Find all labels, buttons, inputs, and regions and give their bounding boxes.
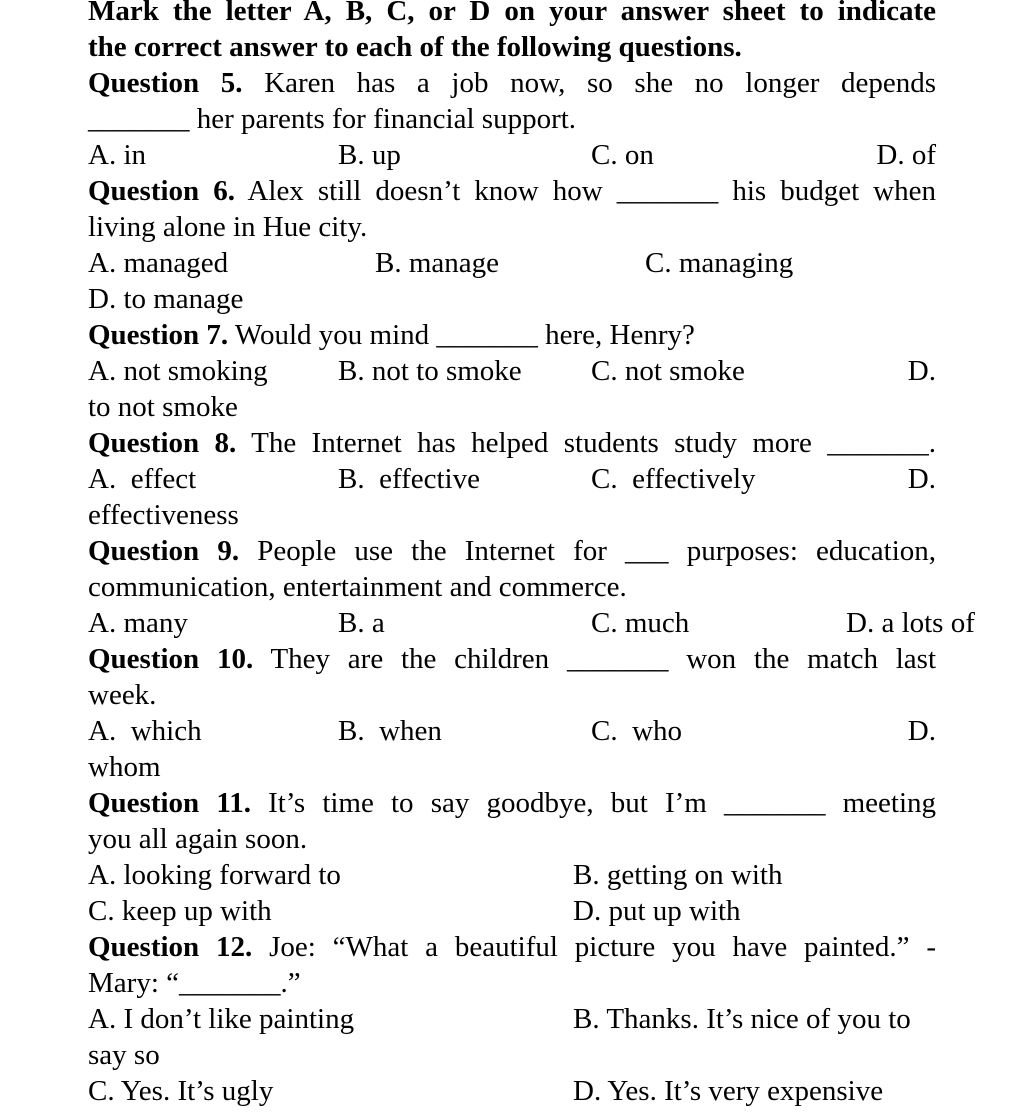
option-cell: A. in [88,139,146,171]
question-block-7 [88,317,936,425]
question-block-9 [88,533,975,641]
question-first-line [88,173,936,209]
question-block-6 [88,173,936,317]
option-cell: C. effectively [591,463,756,495]
question-text: Joe: “What a beautiful picture you have painted.” - [269,931,937,963]
question-text: Karen has a job now, so she no longer depends [264,67,937,99]
option-cell: D. [907,715,936,747]
option-cell: A. effect [88,463,197,495]
options-row [88,353,936,389]
option-cell: C. not smoke [591,355,745,387]
question-number: Question 9. [88,535,240,567]
question-number: Question 12. [88,931,253,963]
question-block-11 [88,785,936,929]
question-first-line [88,641,936,677]
option-cell: B. up [338,139,401,171]
question-text-line: whom [88,751,161,783]
option-cell: D. put up with [573,895,741,927]
question-number: Question 5. [88,67,243,99]
option-cell: C. Yes. It’s ugly [88,1075,274,1107]
instructions-line-2: the correct answer to each of the following questions. [88,31,742,63]
question-first-line [88,425,936,461]
question-text-line: _______ her parents for financial support. [88,103,577,135]
question-text-line: say so [88,1039,160,1071]
option-cell: D. [907,463,936,495]
options-row [88,713,936,749]
question-text-line: you all again soon. [88,823,308,855]
question-first-line [88,533,936,569]
option-cell: B. manage [375,247,500,279]
options-row [88,245,936,281]
question-number: Question 6. [88,175,235,207]
question-text: They are the children _______ won the match last [270,643,936,675]
option-cell: B. getting on with [573,859,783,891]
question-first-line [88,929,936,965]
options-row [88,605,975,641]
question-text-line: communication, entertainment and commerce. [88,571,627,603]
option-cell: D. a lots of [846,607,975,639]
question-text: The Internet has helped students study more _______. [251,427,937,459]
question-first-line [88,317,936,353]
option-cell: C. on [591,139,654,171]
question-block-8 [88,425,936,533]
option-cell: D. Yes. It’s very expensive [573,1075,884,1107]
option-cell: A. which [88,715,202,747]
option-cell: A. I don’t like painting [88,1003,355,1035]
question-text-line: D. to manage [88,283,244,315]
question-text: People use the Internet for ___ purposes: education, [257,535,937,567]
option-cell: C. keep up with [88,895,272,927]
options-row [88,893,936,929]
option-cell: A. not smoking [88,355,268,387]
question-first-line [88,65,936,101]
options-row [88,1001,936,1037]
option-cell: D. of [876,139,936,171]
option-cell: A. looking forward to [88,859,341,891]
options-row [88,137,936,173]
option-cell: D. [907,355,936,387]
question-text-line: effectiveness [88,499,239,531]
question-text-line: Mary: “_______.” [88,967,301,999]
question-text-line: week. [88,679,157,711]
option-cell: A. many [88,607,188,639]
question-number: Question 7. [88,319,229,351]
question-text: Alex still doesn’t know how _______ his budget when [247,175,936,207]
question-block-5 [88,65,936,173]
question-number: Question 10. [88,643,254,675]
option-cell: C. managing [645,247,794,279]
instructions-line-1: Mark the letter A, B, C, or D on your answer sheet to indicate [88,0,936,27]
option-cell: B. Thanks. It’s nice of you to [573,1003,911,1035]
question-text-line: living alone in Hue city. [88,211,368,243]
question-number: Question 8. [88,427,237,459]
options-row [88,461,936,497]
question-text: It’s time to say goodbye, but I’m _______ meeting [268,787,937,819]
options-row [88,857,936,893]
option-cell: A. managed [88,247,229,279]
question-text: Would you mind _______ here, Henry? [234,319,695,351]
option-cell: C. who [591,715,683,747]
option-cell: B. not to smoke [338,355,522,387]
question-first-line [88,785,936,821]
option-cell: B. effective [338,463,480,495]
questions-container [88,65,975,1109]
options-row [88,1073,936,1109]
question-number: Question 11. [88,787,251,819]
option-cell: C. much [591,607,690,639]
question-block-10 [88,641,936,785]
question-block-12 [88,929,936,1109]
option-cell: B. a [338,607,385,639]
option-cell: B. when [338,715,442,747]
question-text-line: to not smoke [88,391,238,423]
